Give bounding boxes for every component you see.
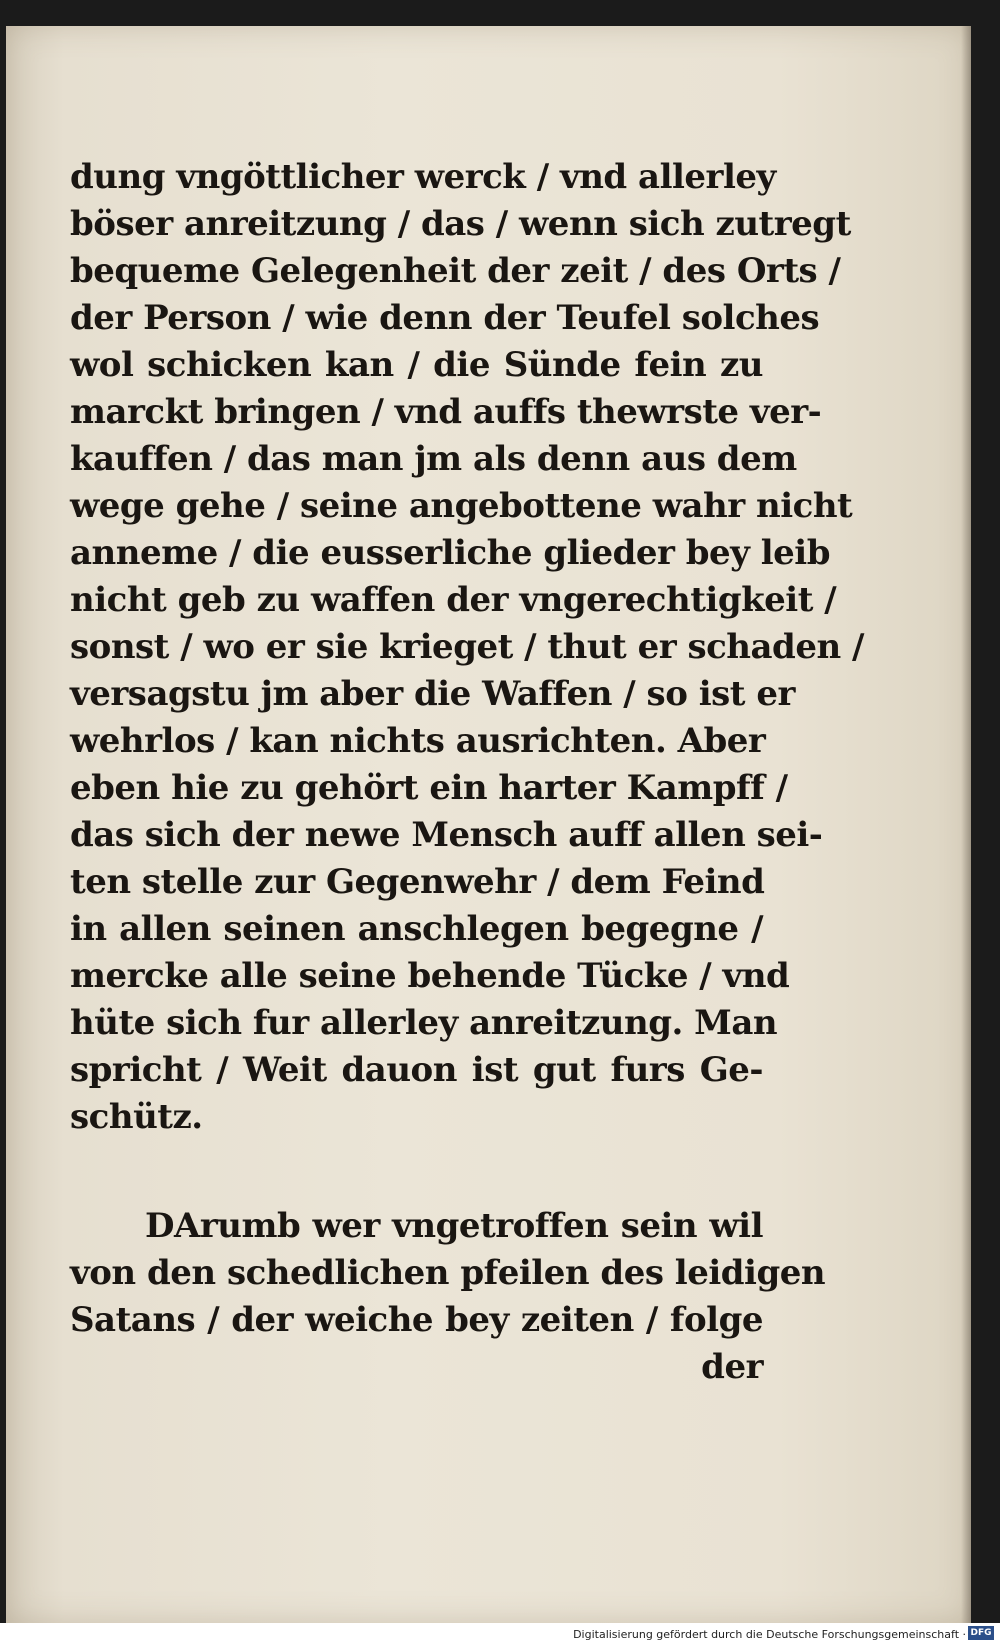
footer-bar xyxy=(0,1623,1000,1643)
text-line: der Person / wie denn der Teufel solches xyxy=(70,298,820,338)
text-line: hüte sich fur allerley anreitzung. Man xyxy=(70,1003,778,1043)
page-edge-shadow xyxy=(961,26,971,1623)
text-line: kauffen / das man jm als denn aus dem xyxy=(70,439,797,479)
text-line: nicht geb zu waffen der vngerechtigkeit / xyxy=(70,580,837,620)
text-line: bequeme Gelegenheit der zeit / des Orts / xyxy=(70,251,841,291)
text-line: mercke alle seine behende Tücke / vnd xyxy=(70,956,790,996)
page-text-block xyxy=(70,154,864,1391)
text-line: von den schedlichen pfeilen des leidigen xyxy=(70,1253,826,1293)
text-line: spricht / Weit dauon ist gut furs Ge- xyxy=(70,1050,763,1090)
dfg-credit-text: Digitalisierung gefördert durch die Deutsche Forschungsgemeinschaft · xyxy=(573,1628,966,1641)
text-line: in allen seinen anschlegen begegne / xyxy=(70,909,763,949)
catchword: der xyxy=(701,1347,763,1387)
text-line: anneme / die eusserliche glieder bey leib xyxy=(70,533,830,573)
text-line: versagstu jm aber die Waffen / so ist er xyxy=(70,674,795,714)
text-line: wehrlos / kan nichts ausrichten. Aber xyxy=(70,721,766,761)
text-line: sonst / wo er sie krieget / thut er schaden / xyxy=(70,627,864,667)
book-page xyxy=(6,26,971,1623)
text-line: marckt bringen / vnd auffs thewrste ver- xyxy=(70,392,822,432)
text-line: wege gehe / seine angebottene wahr nicht xyxy=(70,486,853,526)
text-line: das sich der newe Mensch auff allen sei- xyxy=(70,815,823,855)
paragraph-gap xyxy=(70,1141,763,1203)
text-line: ten stelle zur Gegenwehr / dem Feind xyxy=(70,862,765,902)
text-line: böser anreitzung / das / wenn sich zutregt xyxy=(70,204,851,244)
text-line: dung vngöttlicher werck / vnd allerley xyxy=(70,157,776,197)
dfg-logo-icon: DFG xyxy=(968,1626,994,1640)
text-line: Satans / der weiche bey zeiten / folge xyxy=(70,1300,763,1340)
text-line: wol schicken kan / die Sünde fein zu xyxy=(70,345,763,385)
text-line: eben hie zu gehört ein harter Kampff / xyxy=(70,768,788,808)
text-line: schütz. xyxy=(70,1097,203,1137)
text-line-initial: DArumb wer vngetroffen sein wil xyxy=(145,1206,763,1246)
